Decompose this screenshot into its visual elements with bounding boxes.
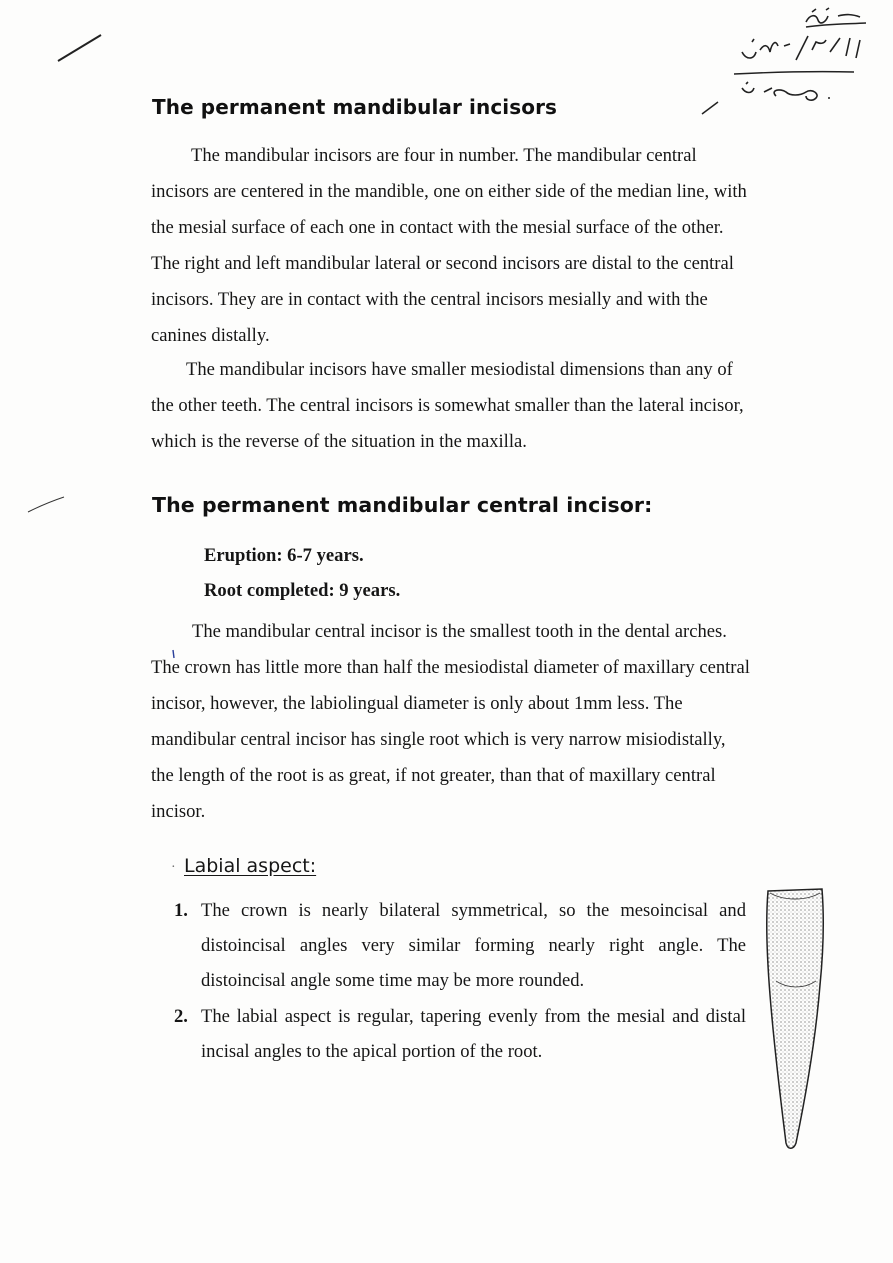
central-incisor-paragraph: The mandibular central incisor is the smallest tooth in the dental arches. The crown has little more than half the mesiodistal diameter of maxillary central incisor, however, the labiolingual diameter is only about 1mm less. The mandibular central incisor has single root which is very narrow misiodistally, the length of the root is as great, if not greater, than that of maxillary central incisor. xyxy=(151,621,750,822)
eruption-line: Eruption: 6-7 years. xyxy=(204,545,364,566)
list-text: The crown is nearly bilateral symmetrical, so the mesoincisal and distoincisal angles very similar forming nearly right angle. The distoincisal angle some time may be more rounded. xyxy=(201,900,746,991)
page-title: The permanent mandibular incisors xyxy=(152,95,558,119)
bullet-dot-icon: · xyxy=(171,860,176,875)
list-item xyxy=(174,999,746,1074)
list-text: The labial aspect is regular, tapering evenly from the mesial and distal incisal angles to the apical portion of the root. xyxy=(201,1006,746,1062)
intro-paragraph-2: The mandibular incisors have smaller mesiodistal dimensions than any of the other teeth. The central incisors is somewhat smaller than the lateral incisor, which is the reverse of the situation in the maxilla. xyxy=(151,359,744,452)
list-number: 1. xyxy=(174,900,188,921)
list-item xyxy=(174,893,746,1003)
tooth-illustration xyxy=(760,885,832,1155)
root-completed-line: Root completed: 9 years. xyxy=(204,580,401,601)
intro-paragraph-1: The mandibular incisors are four in number. The mandibular central incisors are centered in the mandible, one on either side of the median line, with the mesial surface of each one in contact with the mesial surface of the other. The right and left mandibular lateral or second incisors are distal to the central incisors. They are in contact with the central incisors mesially and with the canines distally. xyxy=(151,145,747,346)
section-heading-central-incisor: The permanent mandibular central incisor: xyxy=(152,493,653,517)
list-number: 2. xyxy=(174,1006,188,1027)
labial-aspect-heading: Labial aspect: xyxy=(184,855,317,877)
